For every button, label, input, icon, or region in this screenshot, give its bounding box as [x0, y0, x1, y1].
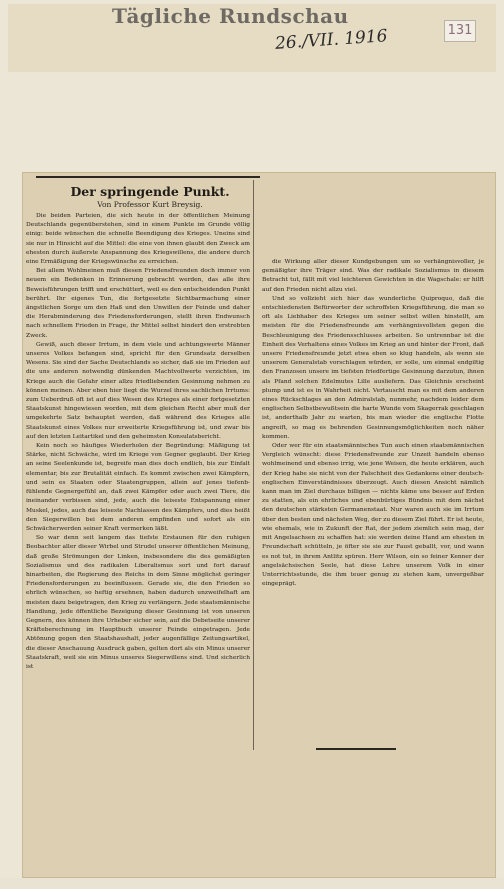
left-column	[26, 212, 250, 752]
newspaper-masthead: Tägliche Rundschau	[112, 4, 349, 28]
title-rule	[36, 176, 260, 178]
paragraph: Gewiß, auch dieser Irrtum, in dem viele und achtungswerte Männer unseres Volkes befangen sind, spricht für den Grundsatz derselben Wesens. Sie sind der Sache Deutschlands so sicher, daß sie im Frieden auf die uns anderen notwendig dünkenden Machtvollwerte verzichten, im Kriege auch die Gefahr einer allzu friedliebenden Gesinnung nehmen zu können meinen. Aber eben hier liegt die Wurzel ihres sachlichen Irrtums: zum Ueberdruß oft ist auf dies Wesen des Krieges als einer fortgesetzten Staatskunst hingewiesen worden, mit dem gleichen Recht aber muß der umgekehrte Satz behauptet werden, daß während des Krieges alle Staatskunst eines Volkes nur erweiterte Kriegsführung ist, und zwar bis auf den letzten Leitartikel und den geheimsten Konsulatsbericht.	[26, 341, 250, 440]
paragraph: Oder wer für ein staatsmännisches Tun auch einen staatsmännischen Vergleich wünscht: diese Friedensfreunde zur Unzeit handeln ebenso wohlmeinend und ebenso irrig, wie jene Weisen, die heute erklären, auch der Krieg habe sie nicht von der Falschheit des Gedankens einer deutsch-englischen Einverständnisses überzeugt. Auch diesen Ansicht nämlich kann man im Ziel durchaus billigen — nichts käme uns besser auf Erden zu statten, als ein ehrliches und ebenbürtiges Bündnis mit dem nächst den deutschen stärksten Germanenstaat. Nur waren auch sie im Irrtum über den besten und nächsten Weg, der zu diesem Ziel führt. Er ist heute, wie ehemals, wie in Zukunft der Rat, der jedem ziemlich sein mag, der mit Angelsachsen zu schaffen hat: sie werden deine Hand am ehesten in Freundschaft schütteln, je öfter sie sie zur Faust geballt, vor, und wann es not tut, in ihrem Antlitz spüren. Herr Wilson, ein so feiner Kenner der angelsächsischen Seele, hat diese Lehre unserem Volk in einer Unterrichtsstunde, die ihm teuer genug zu stehen kam, unvergeßbar eingeprägt.	[262, 443, 484, 588]
bottom-margin	[0, 878, 504, 889]
paragraph: Die beiden Parteien, die sich heute in der öffentlichen Meinung Deutschlands gegenüberstehen, sind in einem Punkte im Grunde völlig einig: beide wünschen die schnelle Beendigung des Krieges. Uneins sind sie nur in Hinsicht auf die Mittel: die eine von ihnen glaubt den Zweck am ehesten durch äußerste Anspannung des Kriegswillens, die andere durch eine Ermäßigung der Kriegswünsche zu erreichen.	[26, 213, 250, 266]
handwritten-date: 26./VII. 1916	[274, 26, 389, 54]
paragraph: die Wirkung aller dieser Kundgebungen um so verhängnisvoller, je gemäßigter ihre Träger sind. Was der radikale Sozialismus in diesem Betracht tut, fällt mit viel leichteren Gewichten in die Wagschale: er hilft auf den Frieden nicht allzu viel.	[262, 259, 484, 293]
column-divider	[253, 180, 254, 750]
end-rule	[316, 748, 396, 750]
article-title: Der springende Punkt.	[70, 184, 230, 199]
article-byline: Von Professor Kurt Breysig.	[97, 200, 203, 209]
paragraph: Bei allem Wohlmeinen muß diesen Friedensfreunden doch immer von neuem ein Bedenken in Erinnerung gebracht werden, das alle ihre Beweisführungen trifft und erschüttert, weil es den entscheidenden Punkt berührt. Ihr eigenes Tun, die fortgesetzte Sichtbarmachung einer ängstlichen Sorge um den Haß und den Unwillen der Feinde und daher die Herabminderung des Friedensforderungen, stellt ihren Endwunsch nach schnellem Frieden in Frage, ihr Mittel selbst hindert den erstrebten Zweck.	[26, 268, 250, 339]
paragraph: So war denn seit langem das tiefste Erstaunen für den ruhigen Beobachter aller dieser Wirbel und Strudel unserer öffentlichen Meinung, daß große Strömungen der Linken, insbesondere die des gemäßigten Sozialismus und des radikalen Liberalismus sort und fort darauf hinarbeiten, die Regierung des Reichs in dem Sinne möglichst geringer Friedensforderungen zu beeinflussen. Gerade sie, die den Frieden so ehrlich wünschen, so heftig ersehnen, haben dadurch unzweifelhaft am meisten dazu beigetragen, den Krieg zu verlängern. Jede staatsmännische Handlung, jede öffentliche Bezeigung dieser Gesinnung ist von unseren Gegnern, des können ihre Urheber sicher sein, auf die Debetseite unserer Kräfteberechnung im Hauptbuch unserer Feinde eingetragen. Jede Abtönung gegen den Staatshaushalt, jeder augenfällige Zeitungsartikel, die dieser Anschauung Ausdruck gaben, gelten dort als ein Minus unserer Staatskraft, weil sie ein Minus unseres Siegerwillens sind. Und sicherlich ist	[26, 535, 250, 670]
archive-number-stamp: 131	[444, 20, 476, 42]
paragraph: Und so vollzieht sich hier das wunderliche Quiproquo, daß die entschiedensten Befürworter der schroffsten Kriegsführung, die man so oft als Liebhaber des Krieges um seiner selbst willen hinstellt, am meisten für die Friedensfreunde am verhängnisvollsten gegen die Beschleunigung des Friedensschlusses arbeiten. So untrennbar ist die Einheit des Verhaltens eines Volkes im Krieg an und hinter der Front, daß unsere Friedensfreunde jetzt etwa eben so klug handeln, als wenn sie unserem Generalstab vorschlagen würden, er solle, um einmal endgiltig den Franzosen unsere im tiefsten friedfertige Gesinnung darzutun, ihnen als Pfand solchen Edelmutes Lille ausliefern. Das Gleichnis erscheint plump und ist es in Wahrheit nicht. Vertauscht man es mit dem anderen eines Rückschlages an den Admiralstab, nunmehr, nachdem leider dem englischen Selbstbewußtsein die harte Wunde vom Skagerrak geschlagen ist, anderthalb Jahr zu warten, bis man wieder die englische Flotte angreift, so mag es behrenden Gesinnungsmöglichkeiten noch näher kommen.	[262, 295, 484, 440]
paragraph: Kein noch so häufiges Wiederholen der Begründung: Mäßigung ist Stärke, nicht Schwäche, wird im Kriege von Gegner geglaubt. Der Krieg an seine Seelenkunde ist, begreife man dies doch endlich, bis zur Einfalt elementar, bis zur Brutalität einfach. Es kommt zwischen zwei Kämpfern, und sein es Staaten oder Staatengruppen, allein auf jenes tiefenb-fühlende Gegnergefühl an, daß zwei Kämpfer oder auch zwei Tiere, die ineinander verbissen sind, jede, auch die leiseste Entspannung einer Muskel, jedes, auch das leiseste Nachlassen des Kämpfers, und dies heißt den Siegerwillen bei dem anderen empfinden und sofort als ein Schwächerwerden seiner Kraft vermerken läßt.	[26, 443, 250, 532]
right-column	[262, 258, 484, 742]
